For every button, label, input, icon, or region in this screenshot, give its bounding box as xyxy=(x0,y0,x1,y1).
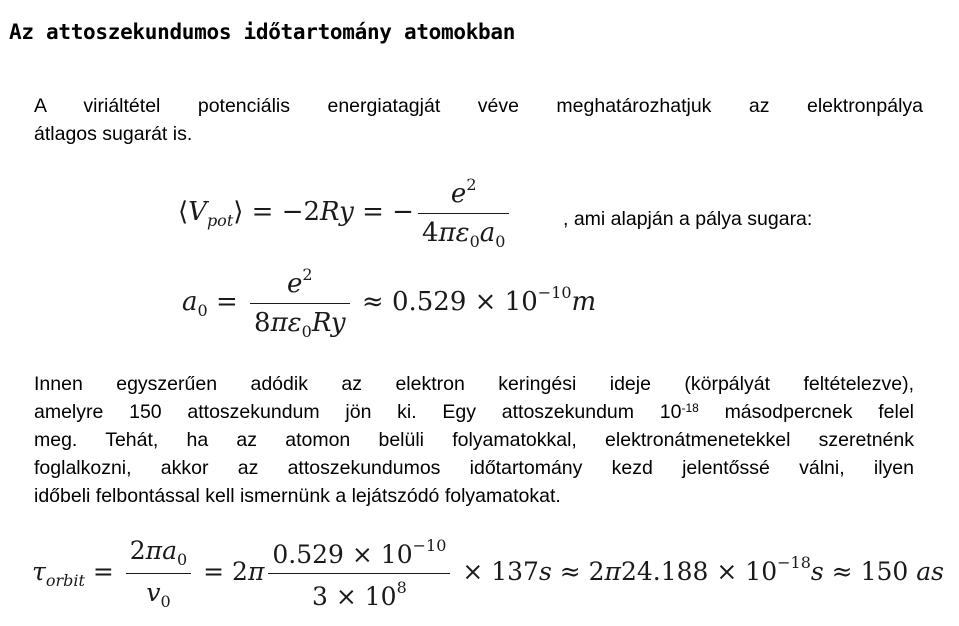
paragraph-line: foglalkozni, akkor az attoszekundumos időtartomány kezd jelentőssé válni, ilyen xyxy=(34,457,914,479)
equation-potential-energy: $⟨V_{pot}⟩ = -2Ry$ = − $\frac{e^2}{4\pi\varepsilon_0a_0}$ xyxy=(178,175,513,251)
paragraph-line: Innen egyszerűen adódik az elektron keringési ideje (körpályát feltételezve), xyxy=(34,373,914,395)
equation-note: , ami alapján a pálya sugara: xyxy=(563,208,813,230)
paragraph-line: időbeli felbontással kell ismernünk a lejátszódó folyamatokat. xyxy=(34,485,561,507)
paragraph-line: amelyre 150 attoszekundum jön ki. Egy attoszekundum $10^{-18}$ másodpercnek felel xyxy=(34,401,914,423)
paragraph-line: meg. Tehát, ha az atomon belüli folyamatokkal, elektronátmenetekkel szeretnénk xyxy=(34,429,914,451)
slide-title: Az attoszekundumos időtartomány atomokban xyxy=(9,20,516,44)
equation-orbit-radius: $a_0$ = $\frac{e^2}{8\pi\varepsilon_0Ry}$ ≈ $0.529 \times 10^{-10}m$ xyxy=(182,265,597,341)
paragraph-line: átlagos sugarát is. xyxy=(34,123,193,145)
paragraph-virial xyxy=(34,92,923,148)
paragraph-line: A viriáltétel potenciális energiatagját véve meghatározhatjuk az elektronpálya xyxy=(34,95,923,117)
equation-orbit-period: $\tau_{orbit}$ = $\frac{2\pi a_0}{v_0}$ = 2π $\frac{0.529 \times 10^{-10}}{3 \times 10^8}$ × $137s \approx 2\pi 24.188 \times 10^{-18}s \approx 150$ as xyxy=(32,536,944,611)
paragraph-orbit-time xyxy=(34,370,914,510)
